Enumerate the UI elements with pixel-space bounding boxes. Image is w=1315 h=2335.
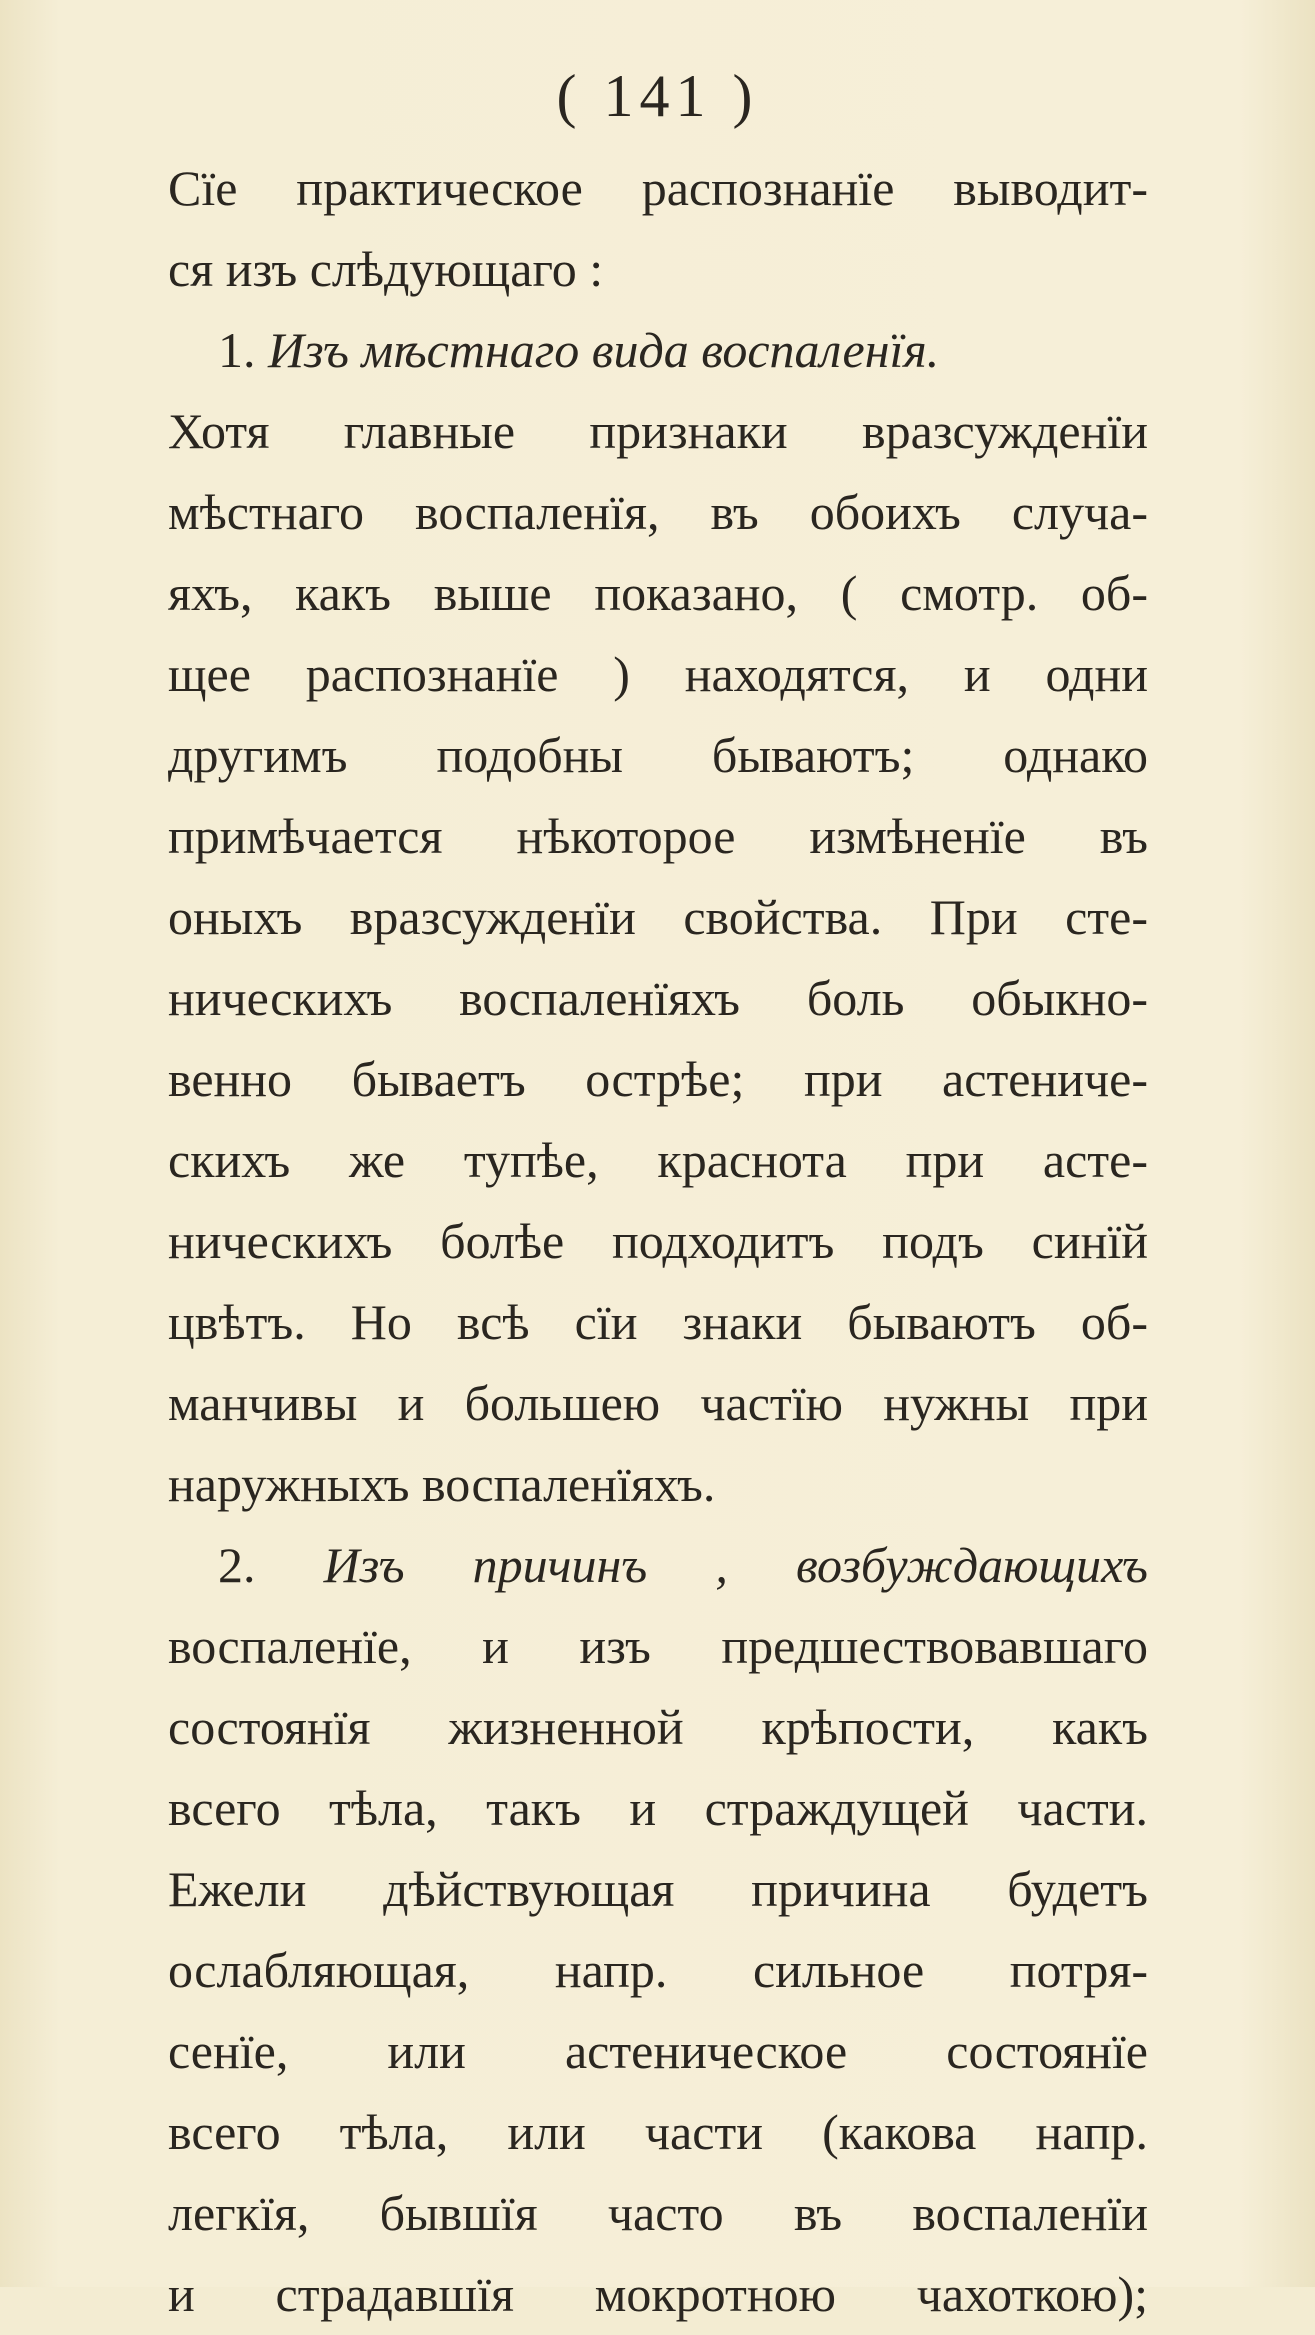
text-line: другимъ подобны бываютъ; однако bbox=[168, 727, 1148, 783]
text-line: оныхъ вразсужденїи свойства. При сте- bbox=[168, 889, 1148, 945]
text-line: наружныхъ воспаленїяхъ. bbox=[168, 1456, 716, 1512]
text-line: состоянїя жизненной крѣпости, какъ bbox=[168, 1699, 1148, 1755]
text-line: Сїе практическое распознанїе выводит- bbox=[168, 160, 1148, 216]
text-line: щее распознанїе ) находятся, и одни bbox=[168, 646, 1148, 702]
body-text bbox=[168, 148, 1148, 2335]
text-line: примѣчается нѣкоторое измѣненїе въ bbox=[168, 808, 1148, 864]
page-number: ( 141 ) bbox=[556, 63, 759, 129]
text-line: воспаленїе, и изъ предшествовавшаго bbox=[168, 1618, 1148, 1674]
text-line: ническихъ воспаленїяхъ боль обыкно- bbox=[168, 970, 1148, 1026]
text-line: легкїя, бывшїя часто въ воспаленїи bbox=[168, 2185, 1148, 2241]
text-line: яхъ, какъ выше показано, ( смотр. об- bbox=[168, 565, 1148, 621]
text-line: всего тѣла, или части (какова напр. bbox=[168, 2104, 1148, 2160]
text-line: и страдавшїя мокротною чахоткою); bbox=[168, 2266, 1148, 2322]
text-line: манчивы и большею частїю нужны при bbox=[168, 1375, 1148, 1431]
text-line: цвѣтъ. Но всѣ сїи знаки бываютъ об- bbox=[168, 1294, 1148, 1350]
text-line: Ежели дѣйствующая причина будетъ bbox=[168, 1861, 1148, 1917]
text-line: ослабляющая, напр. сильное потря- bbox=[168, 1942, 1148, 1998]
section-heading-1 bbox=[168, 310, 1148, 391]
text-line: ся изъ слѣдующаго : bbox=[168, 241, 604, 297]
text-line: сенїе, или астеническое состоянїе bbox=[168, 2023, 1148, 2079]
text-line: скихъ же тупѣе, краснота при асте- bbox=[168, 1132, 1148, 1188]
section-title: Изъ причинъ , возбуждающихъ bbox=[323, 1537, 1149, 1593]
section-heading-2 bbox=[168, 1525, 1148, 1606]
text-line: Хотя главные признаки вразсужденїи bbox=[168, 403, 1148, 459]
text-line: мѣстнаго воспаленїя, въ обоихъ случа- bbox=[168, 484, 1148, 540]
text-line: всего тѣла, такъ и страждущей части. bbox=[168, 1780, 1148, 1836]
text-line: венно бываетъ острѣе; при астениче- bbox=[168, 1051, 1148, 1107]
text-line: ническихъ болѣе подходитъ подъ синїй bbox=[168, 1213, 1148, 1269]
section-number: 1. bbox=[218, 322, 256, 378]
section-title: Изъ мѣстнаго вида воспаленїя. bbox=[268, 322, 940, 378]
section-number: 2. bbox=[218, 1537, 256, 1593]
